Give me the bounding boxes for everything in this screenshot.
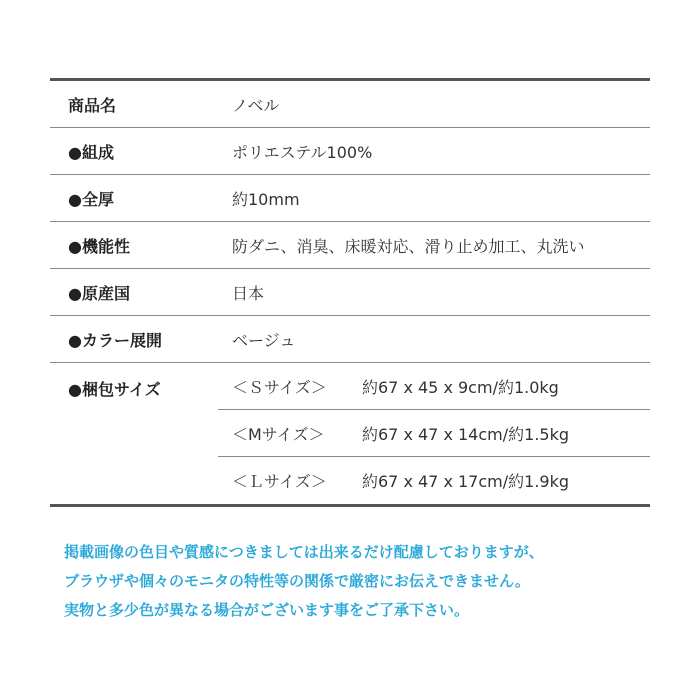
spec-value: ベージュ [232, 330, 296, 350]
packing-size-list [218, 363, 650, 504]
packing-size-item-m [218, 410, 650, 457]
spec-label: ●機能性 [68, 236, 130, 256]
spec-row-product-name [50, 81, 650, 128]
spec-label: ●梱包サイズ [68, 380, 161, 399]
packing-size-dims: 約67 x 45 x 9cm/約1.0kg [362, 377, 559, 397]
notice-line: 掲載画像の色目や質感につきましては出来るだけ配慮しておりますが、 [64, 543, 544, 561]
spec-row-features [50, 222, 650, 269]
spec-label: ●カラー展開 [68, 330, 162, 350]
spec-value: 約10mm [232, 189, 300, 209]
spec-label: 商品名 [68, 95, 117, 115]
product-spec-table [50, 78, 650, 507]
spec-row-composition [50, 128, 650, 175]
spec-row-packing-size [50, 363, 650, 507]
spec-value: ノベル [232, 95, 280, 115]
color-disclaimer-notice [64, 538, 664, 625]
packing-size-item-s [218, 363, 650, 410]
spec-row-thickness [50, 175, 650, 222]
packing-size-dims: 約67 x 47 x 14cm/約1.5kg [362, 424, 570, 444]
spec-row-colors [50, 316, 650, 363]
packing-size-name: ＜Ｌサイズ＞ [232, 472, 327, 491]
spec-row-origin [50, 269, 650, 316]
packing-size-dims: 約67 x 47 x 17cm/約1.9kg [362, 472, 570, 491]
spec-label: ●全厚 [68, 189, 114, 209]
packing-size-name: ＜Mサイズ＞ [232, 424, 325, 444]
notice-line: ブラウザや個々のモニタの特性等の関係で厳密にお伝えできません。 [64, 572, 530, 590]
spec-label: ●組成 [68, 142, 114, 162]
notice-line: 実物と多少色が異なる場合がございます事をご了承下さい。 [64, 601, 470, 619]
spec-label: ●原産国 [68, 283, 130, 303]
spec-value: ポリエステル100% [232, 142, 373, 162]
packing-size-name: ＜Ｓサイズ＞ [232, 377, 327, 397]
spec-value: 防ダニ、消臭、床暖対応、滑り止め加工、丸洗い [232, 236, 585, 256]
spec-value: 日本 [232, 283, 265, 303]
packing-size-item-l [218, 457, 650, 504]
